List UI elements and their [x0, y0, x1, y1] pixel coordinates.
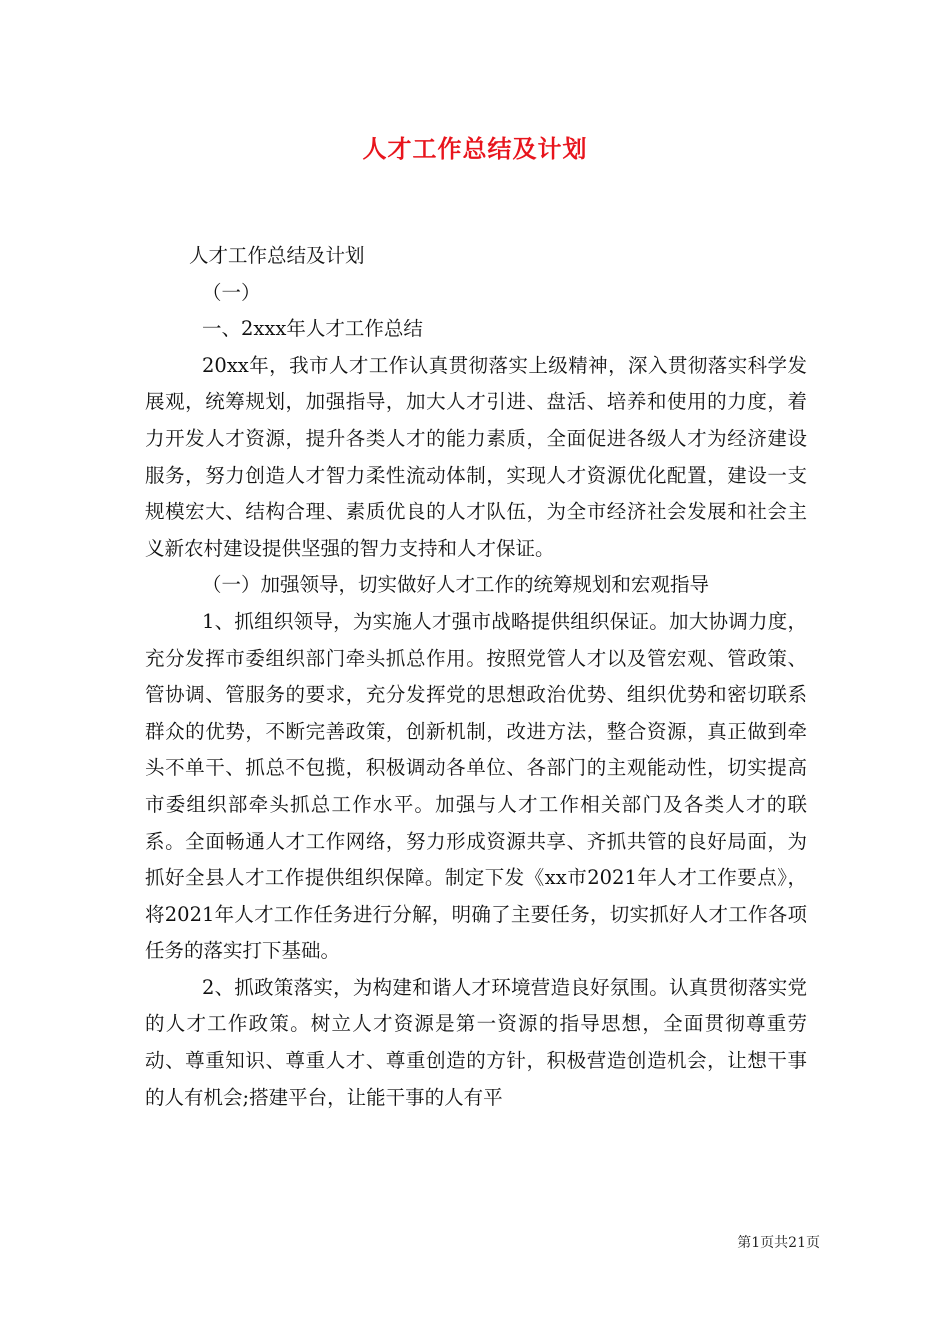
- document-body: [145, 238, 807, 1116]
- document-title: 人才工作总结及计划: [362, 134, 588, 163]
- document-subtitle: 人才工作总结及计划: [189, 244, 365, 267]
- section-heading: 一、2xxx年人才工作总结: [202, 317, 423, 341]
- paragraph-subheading: （一）加强领导，切实做好人才工作的统筹规划和宏观指导: [202, 573, 710, 597]
- paragraph-intro: 20xx年，我市人才工作认真贯彻落实上级精神，深入贯彻落实科学发展观，统筹规划，加强指导，加大人才引进、盘活、培养和使用的力度，着力开发人才资源，提升各类人才的能力素质，全面促进各级人才为经济建设服务，努力创造人才智力柔性流动体制，实现人才资源优化配置，建设一支规模宏大、结构合理、素质优良的人才队伍，为全市经济社会发展和社会主义新农村建设提供坚强的智力支持和人才保证。: [145, 353, 807, 560]
- page-number: 第1页共21页: [737, 1235, 820, 1251]
- paragraph-item-1: 1、抓组织领导，为实施人才强市战略提供组织保证。加大协调力度，充分发挥市委组织部门牵头抓总作用。按照党管人才以及管宏观、管政策、管协调、管服务的要求，充分发挥党的思想政治优势、组织优势和密切联系群众的优势，不断完善政策，创新机制，改进方法，整合资源，真正做到牵头不单干、抓总不包揽，积极调动各单位、各部门的主观能动性，切实提高市委组织部牵头抓总工作水平。加强与人才工作相关部门及各类人才的联系。全面畅通人才工作网络，努力形成资源共享、齐抓共管的良好局面，为抓好全县人才工作提供组织保障。制定下发《xx市2021年人才工作要点》，将2021年人才工作任务进行分解，明确了主要任务，切实抓好人才工作各项任务的落实打下基础。: [145, 609, 807, 963]
- section-marker: （一）: [202, 280, 261, 304]
- paragraph-item-2: 2、抓政策落实，为构建和谐人才环境营造良好氛围。认真贯彻落实党的人才工作政策。树立人才资源是第一资源的指导思想，全面贯彻尊重劳动、尊重知识、尊重人才、尊重创造的方针，积极营造创造机会，让想干事的人有机会;搭建平台，让能干事的人有平: [145, 975, 807, 1109]
